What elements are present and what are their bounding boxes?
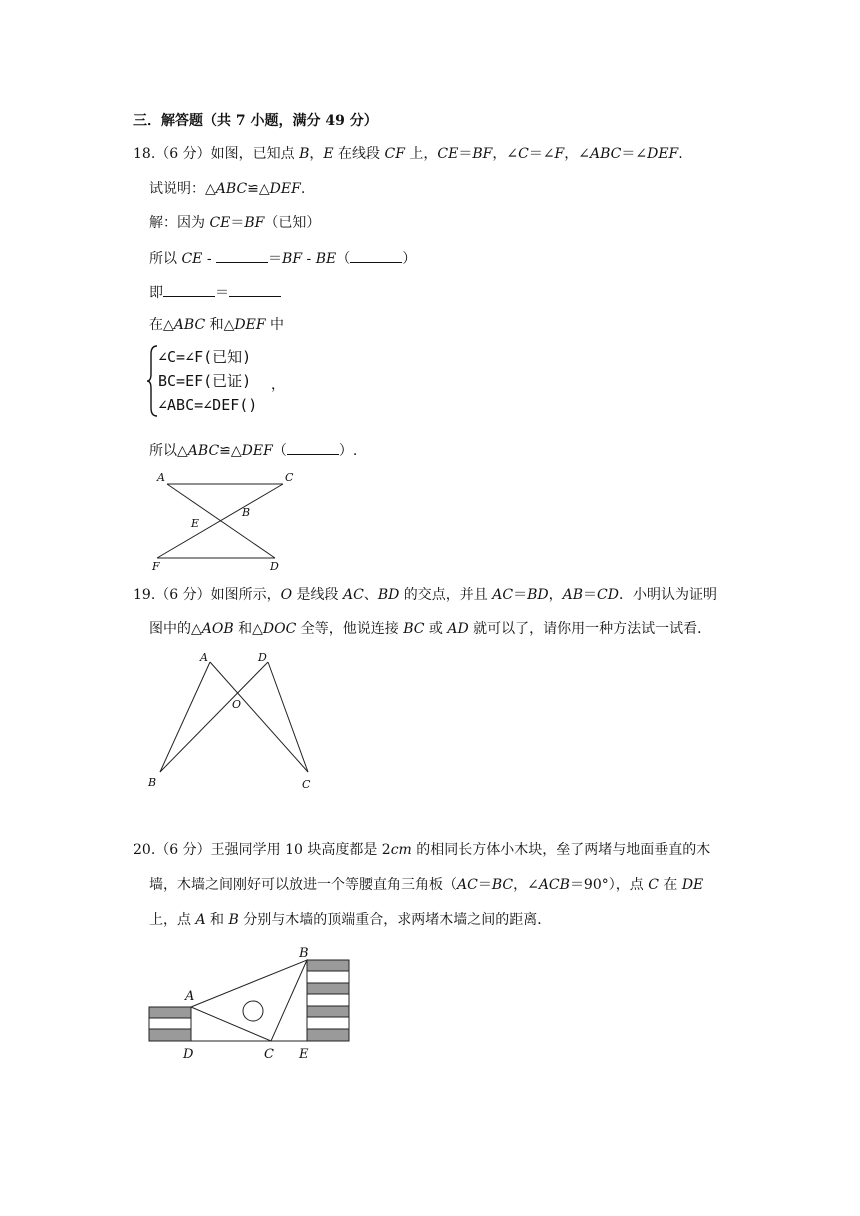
label-b: B (242, 506, 251, 519)
q18-step4 (149, 316, 284, 334)
q18-var: B (299, 146, 310, 162)
q18-step3 (149, 282, 281, 302)
answer-blank[interactable] (287, 440, 339, 455)
q20-line1 (133, 841, 710, 859)
q19-var: AOB (201, 621, 234, 637)
label-d: D (270, 560, 279, 573)
wood-block (307, 1006, 349, 1017)
q18-var: ABC (173, 317, 206, 333)
q19-text: 就可以了，请你用一种方法试一试看． (468, 621, 712, 637)
wood-block (307, 1017, 349, 1029)
q19-text: 和△ (233, 621, 263, 637)
q18-text: - (202, 251, 217, 267)
q18-number: 18. (133, 146, 156, 162)
q19-var: AC (343, 587, 364, 603)
q18-text: 上， (404, 146, 438, 162)
q19-var: AC (492, 587, 514, 603)
q19-var: AB (562, 587, 584, 603)
label-b: B (148, 776, 157, 789)
q18-text: ＝ (230, 215, 245, 231)
segment-cf (157, 484, 283, 558)
q18-var: BF (282, 251, 303, 267)
q20-var: ∠ACB (527, 877, 570, 893)
q18-system-line2: BC=EF(已证) (158, 372, 252, 390)
segment-dc (268, 662, 308, 772)
q18-var: ABC (215, 181, 248, 197)
wood-block (307, 983, 349, 994)
q18-text: 和△ (205, 317, 235, 333)
q19-text: 如图所示， (210, 587, 281, 603)
label-o: O (232, 698, 242, 711)
q19-line1 (133, 586, 717, 604)
q18-var: CF (384, 146, 405, 162)
label-e: E (191, 517, 200, 530)
q19-text: 、 (363, 587, 378, 603)
q19-text: 或 (424, 621, 448, 637)
q20-figure (145, 944, 365, 1069)
label-c: C (264, 1047, 274, 1062)
q18-var: ABC (187, 443, 220, 459)
set-square-triangle (191, 960, 307, 1041)
wood-block (307, 1029, 349, 1041)
segment-ac (210, 662, 308, 772)
q18-var: DEF (269, 181, 301, 197)
q18-text: ）. (338, 443, 358, 459)
wood-block (149, 1029, 191, 1041)
q20-line3 (149, 911, 551, 929)
q18-text: 在线段 (333, 146, 385, 162)
q20-text: 在 (658, 877, 682, 893)
label-f: F (152, 560, 160, 573)
q19-text: 图中的△ (149, 621, 202, 637)
wood-block (307, 960, 349, 971)
q18-text: 在△ (149, 317, 174, 333)
q20-text: 分别与木墙的顶端重合，求两堵木墙之间的距离． (238, 912, 552, 928)
q18-var: CE (209, 215, 231, 231)
q20-text: ＝90°），点 (569, 877, 649, 893)
q18-var: BF (472, 146, 493, 162)
q19-text: 是线段 (292, 587, 344, 603)
q20-text: 王强同学用 10 块高度都是 2 (210, 842, 391, 858)
segment-bd (160, 662, 268, 772)
q18-text: ≌△ (219, 443, 242, 459)
q20-text: 的相同长方体小木块，垒了两堵与地面垂直的木 (411, 842, 711, 858)
q18-step2 (149, 248, 416, 268)
q20-text: 墙，木墙之间刚好可以放进一个等腰直角三角板（ (149, 877, 457, 893)
q18-text: 所以 (149, 251, 182, 267)
q18-var: DEF (234, 317, 266, 333)
q19-figure (140, 648, 320, 798)
q20-var: AC (457, 877, 478, 893)
q20-var: C (648, 877, 659, 893)
q18-text: 解：因为 (149, 215, 210, 231)
segment-ab (167, 484, 275, 558)
q18-var: DEF (241, 443, 273, 459)
q18-text: （ (336, 251, 351, 267)
q18-text: ＝ (215, 285, 229, 301)
q18-text: 试说明：△ (149, 181, 216, 197)
label-c: C (285, 471, 294, 484)
q19-var: BC (403, 621, 425, 637)
q19-score: （6 分） (155, 587, 211, 603)
q18-text: （ (272, 443, 287, 459)
q18-system-line3: ∠ABC=∠DEF() (158, 396, 258, 414)
answer-blank[interactable] (350, 248, 402, 263)
label-c: C (302, 778, 311, 791)
q20-text: 上，点 (149, 912, 196, 928)
q18-text: . (678, 146, 683, 162)
q18-text: ＝ (458, 146, 473, 162)
q19-var: O (280, 587, 293, 603)
q19-var: BD (377, 587, 400, 603)
q19-text: ＝ (513, 587, 528, 603)
q18-text: . (300, 181, 306, 197)
q18-var: BE (315, 251, 337, 267)
set-square-hole (243, 1001, 263, 1021)
q18-text: ， (564, 146, 579, 162)
q20-score: （6 分） (155, 842, 211, 858)
label-a: A (200, 651, 208, 664)
wood-block (149, 1007, 191, 1018)
q19-text: 全等，他说连接 (296, 621, 404, 637)
wood-block (307, 994, 349, 1006)
q19-var: BD (527, 587, 549, 603)
label-d: D (258, 651, 267, 664)
answer-blank[interactable] (216, 248, 268, 263)
q20-var: cm (390, 842, 412, 858)
q18-var: ∠F (542, 146, 565, 162)
q18-var: BF (244, 215, 265, 231)
q18-score: （6 分） (155, 146, 211, 162)
q18-text: （已知） (264, 215, 321, 231)
q20-var: B (228, 912, 239, 928)
q18-var: ∠C (506, 146, 529, 162)
q20-var: A (195, 912, 206, 928)
q20-text: 和 (205, 912, 229, 928)
q18-text: ＝ (621, 146, 636, 162)
q18-var: ∠ABC (578, 146, 622, 162)
q20-number: 20. (133, 842, 156, 858)
q18-var: CE (181, 251, 203, 267)
label-b: B (299, 946, 309, 961)
q18-text: ， (492, 146, 507, 162)
q18-text: ） (402, 251, 417, 267)
wood-block (307, 971, 349, 983)
q19-var: CD (597, 587, 619, 603)
wood-block (149, 1018, 191, 1029)
q18-text: 即 (149, 285, 163, 301)
q18-text: - (302, 251, 316, 267)
answer-blank[interactable] (229, 282, 281, 297)
segment-ba (160, 662, 210, 772)
q19-text: 的交点，并且 (399, 587, 493, 603)
q19-text: ．小明认为证明 (618, 587, 717, 603)
answer-blank[interactable] (163, 282, 215, 297)
q20-text: ， (513, 877, 528, 893)
q18-var: ∠DEF (635, 146, 679, 162)
q19-var: DOC (262, 621, 297, 637)
q20-var: BC (491, 877, 514, 893)
q20-line2 (149, 876, 703, 894)
q18-text: ＝ (528, 146, 543, 162)
q18-prove (149, 180, 305, 198)
label-a: A (157, 471, 165, 484)
q18-text: 中 (265, 317, 284, 333)
q18-text: 所以△ (149, 443, 188, 459)
q18-line1 (133, 145, 683, 163)
label-e: E (299, 1047, 309, 1062)
q18-text: ＝ (268, 251, 283, 267)
q19-text: ＝ (583, 587, 598, 603)
q18-text: ≌△ (247, 181, 270, 197)
q19-var: AD (447, 621, 469, 637)
q18-step1 (149, 214, 320, 232)
q18-text: 如图，已知点 (210, 146, 300, 162)
q18-figure (145, 466, 305, 576)
q18-conclusion (149, 440, 357, 460)
q18-system-comma: ， (271, 377, 285, 393)
q19-text: ， (548, 587, 563, 603)
q20-var: DE (681, 877, 704, 893)
q18-var: E (323, 146, 334, 162)
brace-icon (145, 344, 159, 418)
q20-text: ＝ (477, 877, 492, 893)
q18-system-line1: ∠C=∠F(已知) (158, 348, 252, 366)
q19-line2 (149, 620, 711, 638)
label-a: A (185, 989, 195, 1004)
section-title: 三．解答题（共 7 小题，满分 49 分） (133, 113, 378, 129)
q18-var: CE (437, 146, 459, 162)
q18-text: ， (309, 146, 324, 162)
q19-number: 19. (133, 587, 156, 603)
label-d: D (183, 1047, 194, 1062)
